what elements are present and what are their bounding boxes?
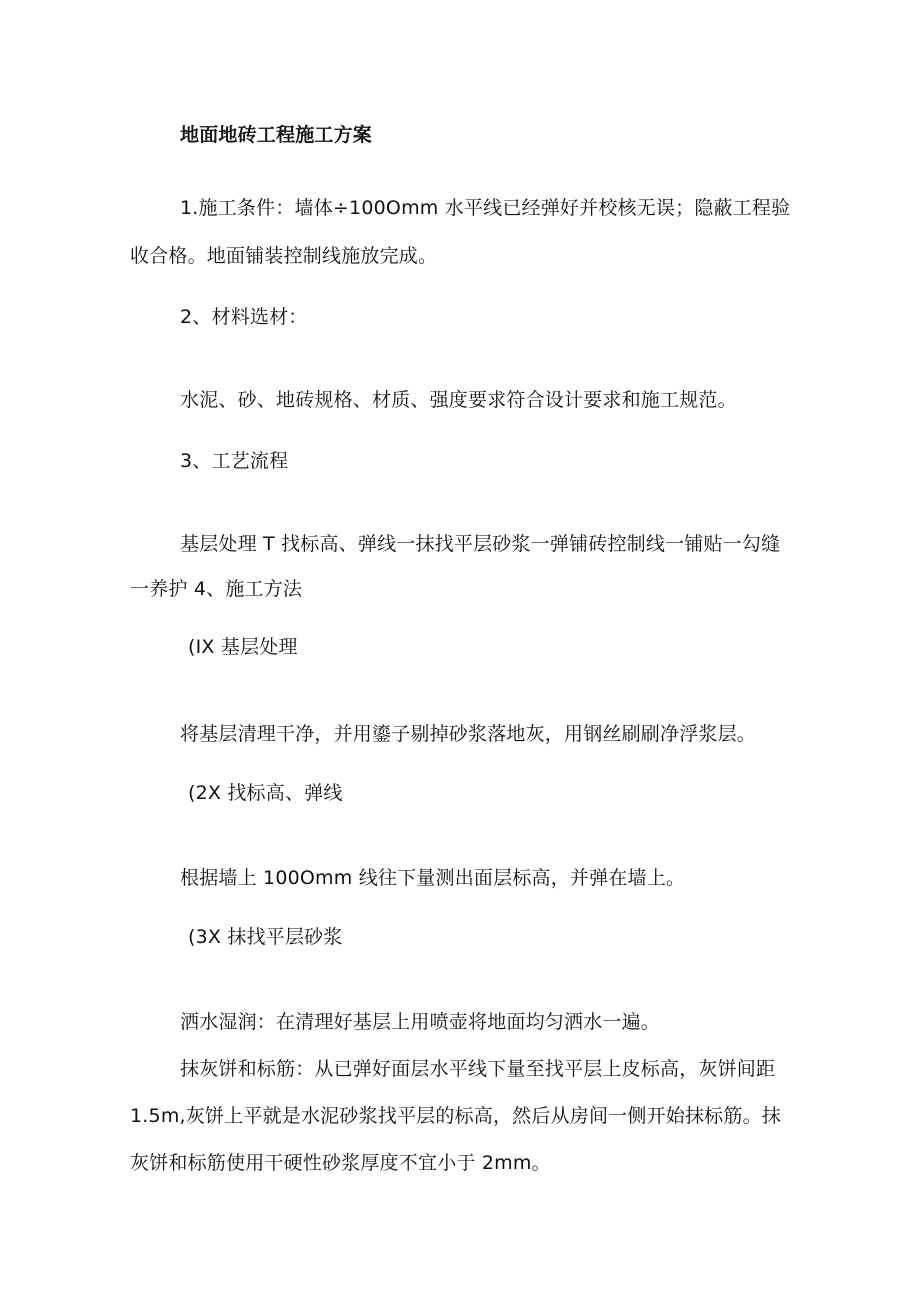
- section-heading: 2、材料选材：: [180, 306, 308, 328]
- paragraph-line: 一养护 4、施工方法: [130, 578, 303, 600]
- paragraph-line: 根据墙上 100Omm 线往下量测出面层标高，并弹在墙上。: [180, 867, 686, 889]
- paragraph-line: 基层处理 T 找标高、弹线一抹找平层砂浆一弹铺砖控制线一铺贴一勾缝: [180, 533, 781, 555]
- subsection-heading: (IX 基层处理: [188, 636, 298, 658]
- document-title: 地面地砖工程施工方案: [180, 124, 373, 146]
- subsection-heading: (3X 抹找平层砂浆: [188, 926, 343, 948]
- paragraph-line: 灰饼和标筋使用干硬性砂浆厚度不宜小于 2mm。: [130, 1152, 551, 1174]
- paragraph-line: 洒水湿润：在清理好基层上用喷壶将地面均匀洒水一遍。: [180, 1011, 661, 1033]
- paragraph-line: 收合格。地面铺装控制线施放完成。: [130, 245, 438, 267]
- subsection-heading: (2X 找标高、弹线: [188, 782, 343, 804]
- paragraph-line: 将基层清理干净，并用鎏子剔掉砂浆落地灰，用钢丝刷刷净浮浆层。: [180, 723, 757, 745]
- paragraph-line: 1.施工条件：墙体÷100Omm 水平线已经弹好并校核无误；隐蔽工程验: [180, 197, 791, 219]
- paragraph-line: 抹灰饼和标筋：从已弹好面层水平线下量至找平层上皮标高，灰饼间距: [180, 1058, 776, 1080]
- section-heading: 3、工艺流程: [180, 450, 289, 472]
- paragraph-line: 水泥、砂、地砖规格、材质、强度要求符合设计要求和施工规范。: [180, 389, 737, 411]
- paragraph-line: 1.5m,灰饼上平就是水泥砂浆找平层的标高，然后从房间一侧开始抹标筋。抹: [130, 1105, 781, 1127]
